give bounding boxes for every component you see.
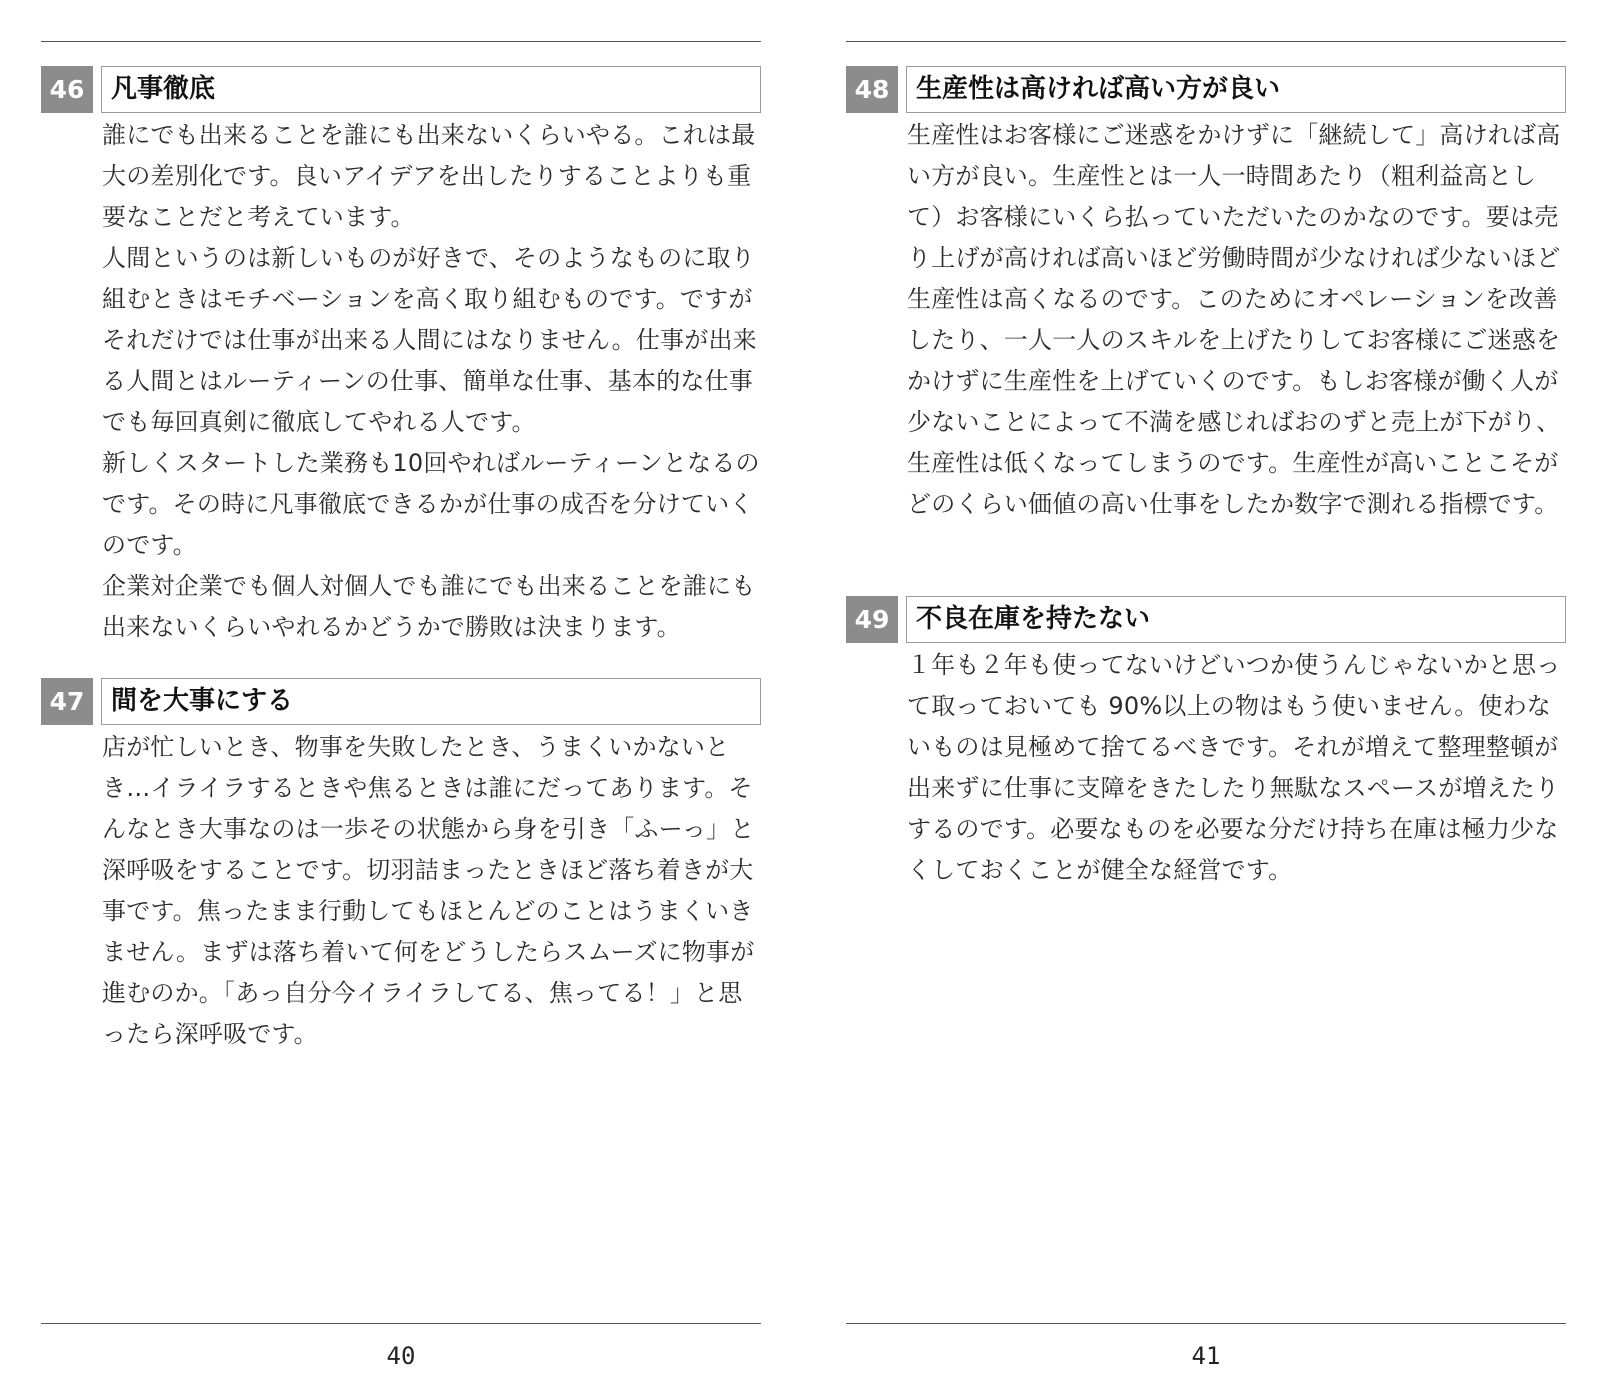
section-number-badge: 46	[41, 66, 93, 113]
paragraph: 店が忙しいとき、物事を失敗したとき、うまくいかないとき…イライラするときや焦るときは誰にだってあります。そんなとき大事なのは一歩その状態から身を引き「ふーっ」と深呼吸をすることです。切羽詰まったときほど落ち着きが大事です。焦ったまま行動してもほとんどのことはうまくいきません。まずは落ち着いて何をどうしたらスムーズに物事が進むのか。「あっ自分今イライラしてる、焦ってる！」と思ったら深呼吸です。	[102, 733, 755, 1048]
right-page	[846, 0, 1566, 1400]
top-rule	[846, 41, 1566, 42]
section-header	[41, 66, 761, 113]
section-number-badge: 47	[41, 678, 93, 725]
section-body	[907, 115, 1566, 525]
bottom-rule	[41, 1323, 761, 1324]
section-number-badge: 49	[846, 596, 898, 643]
left-page	[41, 0, 761, 1400]
section-47	[41, 678, 761, 1055]
section-number-badge: 48	[846, 66, 898, 113]
section-body	[102, 115, 761, 648]
paragraph: 生産性はお客様にご迷惑をかけずに「継続して」高ければ高い方が良い。生産性とは一人一時間あたり（粗利益高として）お客様にいくら払っていただいたのかなのです。要は売り上げが高ければ高いほど労働時間が少なければ少ないほど生産性は高くなるのです。このためにオペレーションを改善したり、一人一人のスキルを上げたりしてお客様にご迷惑をかけずに生産性を上げていくのです。もしお客様が働く人が少ないことによって不満を感じればおのずと売上が下がり、生産性は低くなってしまうのです。生産性が高いことこそがどのくらい価値の高い仕事をしたか数字で測れる指標です。	[907, 121, 1561, 518]
paragraph: 人間というのは新しいものが好きで、そのようなものに取り組むときはモチベーションを高く取り組むものです。ですがそれだけでは仕事が出来る人間にはなりません。仕事が出来る人間とはルーティーンの仕事、簡単な仕事、基本的な仕事でも毎回真剣に徹底してやれる人です。	[102, 244, 757, 436]
paragraph: 誰にでも出来ることを誰にも出来ないくらいやる。これは最大の差別化です。良いアイデアを出したりすることよりも重要なことだと考えています。	[102, 121, 756, 231]
paragraph: 企業対企業でも個人対個人でも誰にでも出来ることを誰にも出来ないくらいやれるかどうかで勝敗は決まります。	[102, 572, 756, 641]
section-46	[41, 66, 761, 648]
section-header	[41, 678, 761, 725]
top-rule	[41, 41, 761, 42]
section-49	[846, 596, 1566, 891]
section-title: 間を大事にする	[101, 678, 761, 725]
paragraph: 新しくスタートした業務も10回やればルーティーンとなるのです。その時に凡事徹底できるかが仕事の成否を分けていくのです。	[102, 449, 760, 559]
section-body	[102, 727, 761, 1055]
page-number: 41	[1191, 1342, 1221, 1370]
section-header	[846, 596, 1566, 643]
section-title: 不良在庫を持たない	[906, 596, 1566, 643]
section-body	[907, 645, 1566, 891]
section-48	[846, 66, 1566, 525]
section-header	[846, 66, 1566, 113]
section-title: 凡事徹底	[101, 66, 761, 113]
section-title: 生産性は高ければ高い方が良い	[906, 66, 1566, 113]
paragraph: １年も２年も使ってないけどいつか使うんじゃないかと思って取っておいても 90%以上の物はもう使いません。使わないものは見極めて捨てるべきです。それが増えて整理整頓が出来ずに仕事に支障をきたしたり無駄なスペースが増えたりするのです。必要なものを必要な分だけ持ち在庫は極力少なくしておくことが健全な経営です。	[907, 651, 1561, 884]
page-number: 40	[386, 1342, 416, 1370]
bottom-rule	[846, 1323, 1566, 1324]
